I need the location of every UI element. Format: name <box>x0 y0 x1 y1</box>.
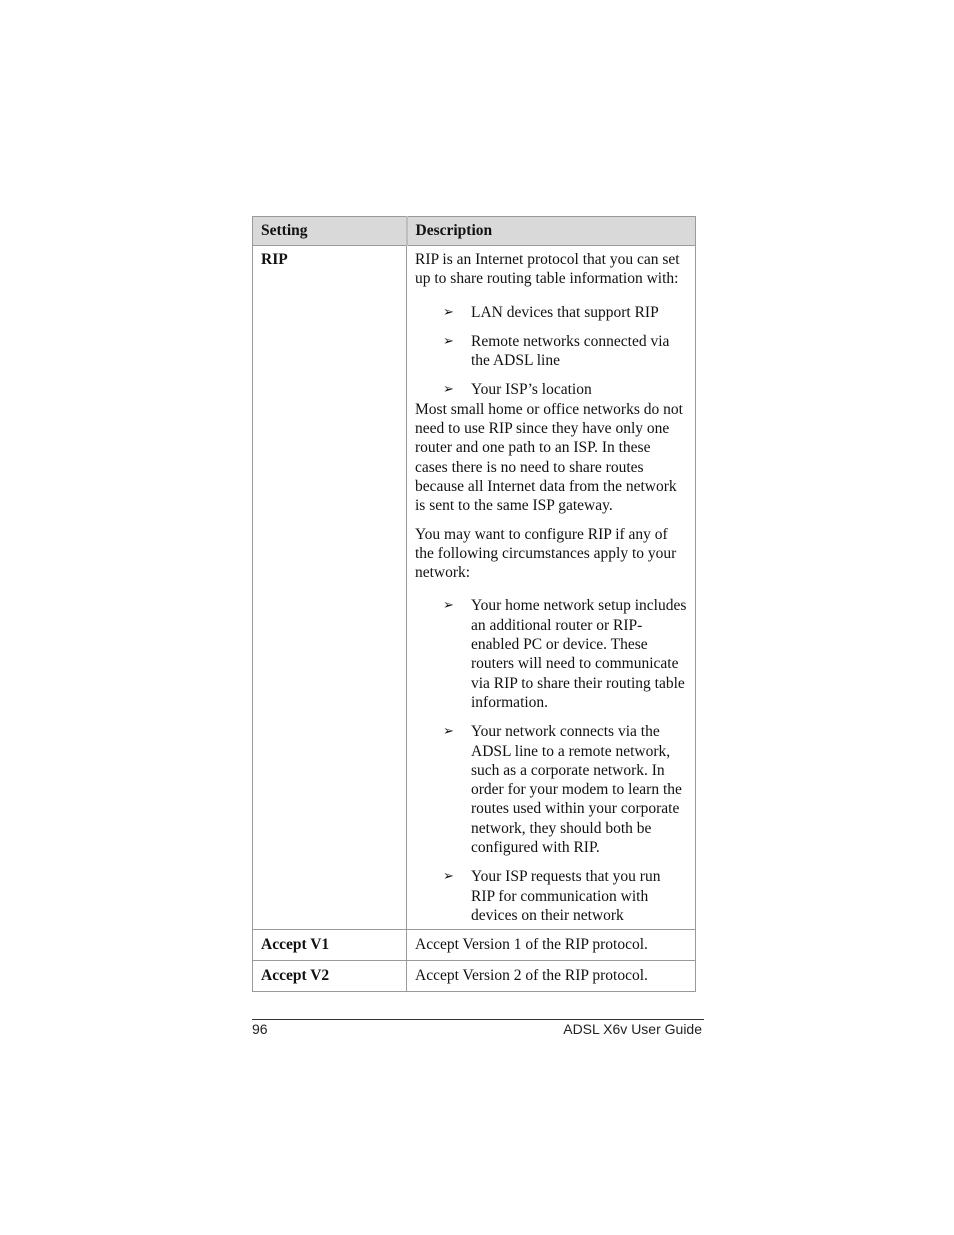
rip-circumstances-list <box>415 596 687 925</box>
setting-column-header: Setting <box>253 217 407 246</box>
table-row-accept-v1 <box>253 930 696 961</box>
arrowhead-bullet-icon: ➢ <box>443 304 454 320</box>
setting-name: Accept V1 <box>253 930 407 961</box>
description-column-header: Description <box>407 217 696 246</box>
setting-description: Accept Version 1 of the RIP protocol. <box>407 930 696 961</box>
setting-description <box>407 246 696 930</box>
list-item: ➢ LAN devices that support RIP <box>443 303 659 321</box>
list-item: ➢ Your ISP requests that you run RIP for communication with devices on their network <box>443 868 661 924</box>
arrowhead-bullet-icon: ➢ <box>443 869 454 885</box>
table-header-row <box>253 217 696 246</box>
list-item: ➢ Your network connects via the ADSL line to a remote network, such as a corporate network. In order for your modem to learn the routes used within your corporate network, they should both be configured with RIP. <box>443 723 682 857</box>
arrowhead-bullet-icon: ➢ <box>443 382 454 398</box>
list-item: ➢ Your ISP’s location <box>443 381 592 399</box>
arrowhead-bullet-icon: ➢ <box>443 333 454 349</box>
list-item: ➢ Your home network setup includes an additional router or RIP-enabled PC or device. These routers will need to communicate via RIP to share their routing table information. <box>443 597 687 711</box>
table-row-rip <box>253 246 696 930</box>
list-item: ➢ Remote networks connected via the ADSL line <box>443 332 670 370</box>
arrowhead-bullet-icon: ➢ <box>443 598 454 614</box>
rip-configure-text: You may want to configure RIP if any of the following circumstances apply to your network: <box>415 525 677 582</box>
rip-share-list <box>415 303 687 400</box>
rip-small-networks-text: Most small home or office networks do not need to use RIP since they have only one router and one path to an ISP. In these cases there is no need to share routes because all Internet data from the network is sent to the same ISP gateway. <box>415 400 683 515</box>
settings-table <box>252 216 696 992</box>
setting-name: RIP <box>253 246 407 930</box>
page-number: 96 <box>252 1021 268 1037</box>
document-title: ADSL X6v User Guide <box>563 1021 702 1037</box>
arrowhead-bullet-icon: ➢ <box>443 724 454 740</box>
setting-description: Accept Version 2 of the RIP protocol. <box>407 961 696 992</box>
footer-divider <box>252 1019 704 1020</box>
rip-intro-text: RIP is an Internet protocol that you can set up to share routing table information with: <box>415 251 680 288</box>
table-row-accept-v2 <box>253 961 696 992</box>
setting-name: Accept V2 <box>253 961 407 992</box>
